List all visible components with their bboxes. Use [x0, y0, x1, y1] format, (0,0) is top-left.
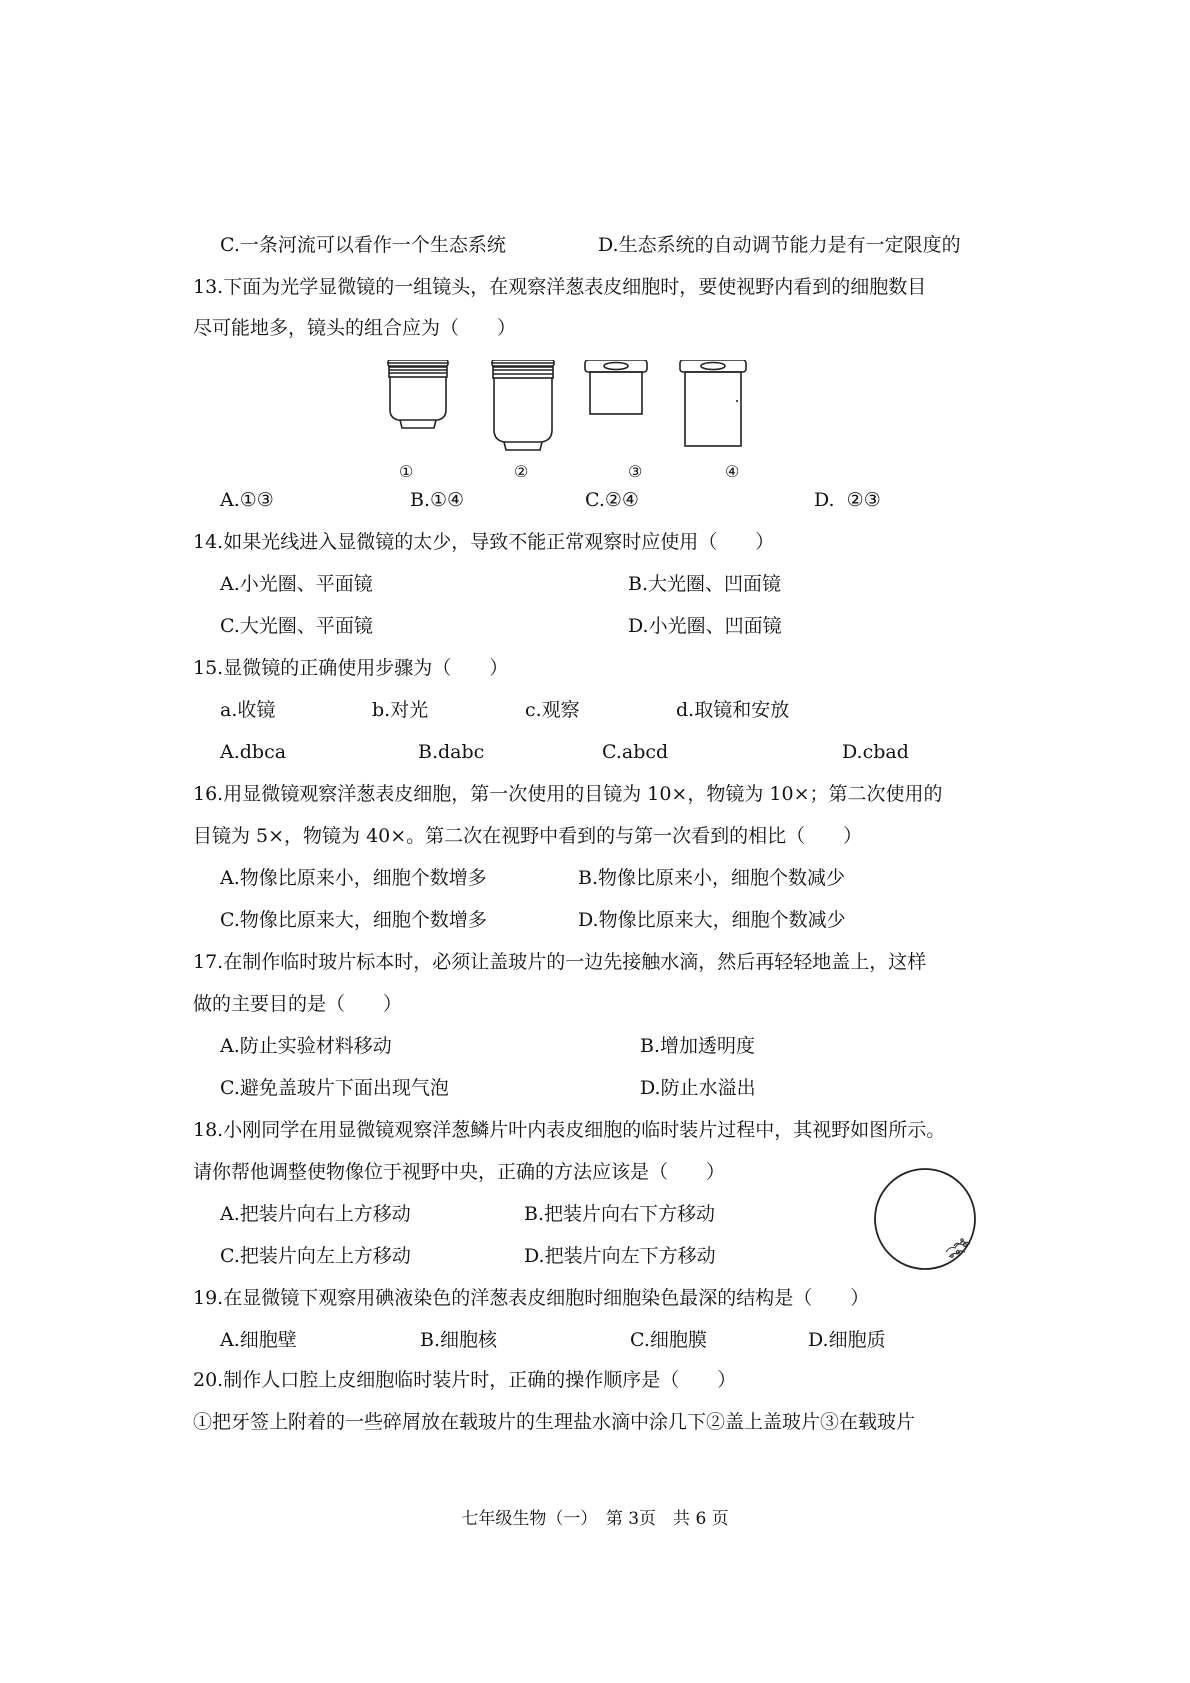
q19-stem: 19.在显微镜下观察用碘液染色的洋葱表皮细胞时细胞染色最深的结构是（ ） — [193, 1287, 870, 1309]
q18-option-a: A.把装片向右上方移动 — [220, 1203, 411, 1225]
lens-label-2: ② — [514, 462, 529, 481]
q12-option-c: C.一条河流可以看作一个生态系统 — [220, 234, 506, 256]
q14-option-d: D.小光圈、凹面镜 — [628, 615, 782, 637]
q20-stem: 20.制作人口腔上皮细胞临时装片时，正确的操作顺序是（ ） — [193, 1369, 737, 1391]
q13-option-b: B.①④ — [410, 489, 465, 511]
q19-option-a: A.细胞壁 — [220, 1329, 297, 1351]
lens-label-1: ① — [399, 462, 414, 481]
q15-step-c: c.观察 — [525, 699, 580, 721]
q20-stem-line2: ①把牙签上附着的一些碎屑放在载玻片的生理盐水滴中涂几下②盖上盖玻片③在载玻片 — [193, 1411, 916, 1433]
q18-option-d: D.把装片向左下方移动 — [524, 1245, 716, 1267]
lens-label-3: ③ — [628, 462, 643, 481]
q14-stem: 14.如果光线进入显微镜的太少，导致不能正常观察时应使用（ ） — [193, 531, 775, 553]
q16-option-b: B.物像比原来小，细胞个数减少 — [578, 867, 846, 889]
q13-option-a: A.①③ — [220, 489, 274, 511]
q15-stem: 15.显微镜的正确使用步骤为（ ） — [193, 657, 509, 679]
q15-option-b: B.dabc — [418, 741, 485, 763]
q17-stem-line2: 做的主要目的是（ ） — [193, 993, 403, 1015]
q13-option-d: D. ②③ — [814, 489, 881, 511]
q15-option-d: D.cbad — [842, 741, 909, 763]
q16-option-d: D.物像比原来大，细胞个数减少 — [578, 909, 846, 931]
q15-step-d: d.取镜和安放 — [676, 699, 790, 721]
q17-option-a: A.防止实验材料移动 — [220, 1035, 392, 1057]
lens-2-icon — [492, 360, 554, 450]
q17-stem-line1: 17.在制作临时玻片标本时，必须让盖玻片的一边先接触水滴，然后再轻轻地盖上，这样 — [193, 951, 927, 973]
q13-option-c: C.②④ — [585, 489, 639, 511]
q13-stem-line2: 尽可能地多，镜头的组合应为（ ） — [193, 317, 517, 339]
q15-step-b: b.对光 — [372, 699, 429, 721]
q18-option-c: C.把装片向左上方移动 — [220, 1245, 411, 1267]
q19-option-d: D.细胞质 — [808, 1329, 886, 1351]
q13-stem-line1: 13.下面为光学显微镜的一组镜头，在观察洋葱表皮细胞时，要使视野内看到的细胞数目 — [193, 276, 927, 298]
lens-1-icon — [388, 360, 448, 428]
q15-step-a: a.收镜 — [220, 699, 276, 721]
q12-option-d: D.生态系统的自动调节能力是有一定限度的 — [598, 234, 961, 256]
q14-option-a: A.小光圈、平面镜 — [220, 573, 373, 595]
page-footer: 七年级生物（一） 第 3页 共 6 页 — [461, 1509, 729, 1529]
q17-option-d: D.防止水溢出 — [640, 1077, 756, 1099]
q16-stem-line2: 目镜为 5×，物镜为 40×。第二次在视野中看到的与第一次看到的相比（ ） — [193, 825, 863, 847]
q16-stem-line1: 16.用显微镜观察洋葱表皮细胞，第一次使用的目镜为 10×，物镜为 10×；第二次使用的 — [193, 783, 943, 805]
lens-label-4: ④ — [725, 462, 740, 481]
q17-option-c: C.避免盖玻片下面出现气泡 — [220, 1077, 449, 1099]
q19-option-c: C.细胞膜 — [630, 1329, 707, 1351]
q15-option-a: A.dbca — [220, 741, 287, 763]
lens-4-icon — [680, 360, 746, 446]
q18-stem-line2: 请你帮他调整使物像位于视野中央，正确的方法应该是（ ） — [193, 1161, 726, 1183]
q15-option-c: C.abcd — [602, 741, 669, 763]
q14-option-c: C.大光圈、平面镜 — [220, 615, 373, 637]
q16-option-a: A.物像比原来小，细胞个数增多 — [220, 867, 487, 889]
q19-option-b: B.细胞核 — [420, 1329, 498, 1351]
q17-option-b: B.增加透明度 — [640, 1035, 756, 1057]
q16-option-c: C.物像比原来大，细胞个数增多 — [220, 909, 487, 931]
q18-stem-line1: 18.小刚同学在用显微镜观察洋葱鳞片叶内表皮细胞的临时装片过程中，其视野如图所示。 — [193, 1119, 946, 1141]
q14-option-b: B.大光圈、凹面镜 — [628, 573, 782, 595]
microscope-field-of-view — [872, 1166, 978, 1272]
lens-3-icon — [585, 360, 647, 414]
q18-option-b: B.把装片向右下方移动 — [524, 1203, 716, 1225]
